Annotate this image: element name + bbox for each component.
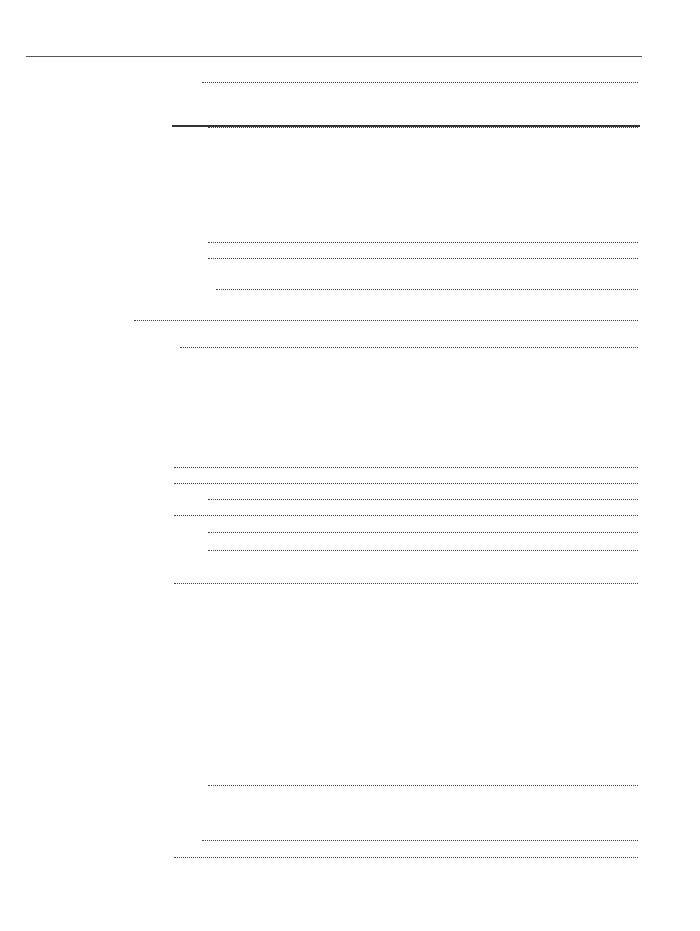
dot-leader [202, 82, 638, 83]
toc-entry-mature [172, 518, 640, 519]
toc-entry-you-92 [200, 788, 640, 789]
dot-leader [174, 583, 638, 584]
dot-leader [202, 840, 638, 841]
dot-leader [174, 857, 638, 858]
toc-entry-look-back [200, 130, 640, 131]
dot-leader [208, 258, 638, 259]
toc-entry-you-91 [200, 535, 640, 536]
dot-leader [216, 289, 638, 290]
toc-entry-case [214, 292, 640, 293]
dot-leader [208, 550, 638, 551]
toc-entry-perspective [172, 350, 640, 351]
toc-entry-real-92-line1 [200, 828, 206, 840]
toc-entry-diversity-top [172, 860, 640, 861]
toc-entry-bizflix [200, 245, 640, 246]
dot-leader [174, 515, 638, 516]
dot-leader [208, 785, 638, 786]
dot-leader [134, 320, 638, 321]
toc-entry-real-92 [200, 843, 640, 844]
toc-entry-formation [172, 470, 640, 471]
toc-entry-stages [172, 486, 640, 487]
toc-entry-science [200, 502, 640, 503]
chapter-heading [132, 323, 640, 324]
dot-leader [180, 347, 638, 348]
toc-entry-video [200, 261, 640, 262]
toc-entry-real-91 [200, 553, 640, 554]
dot-leader [208, 242, 638, 243]
header-divider [26, 56, 642, 57]
toc-entry-functions [172, 586, 640, 587]
dot-leader [174, 483, 638, 484]
dot-leader [208, 532, 638, 533]
dot-leader [208, 499, 638, 500]
toc-entry-media [200, 85, 640, 86]
dot-leader [208, 127, 638, 128]
dot-leader [174, 467, 638, 468]
